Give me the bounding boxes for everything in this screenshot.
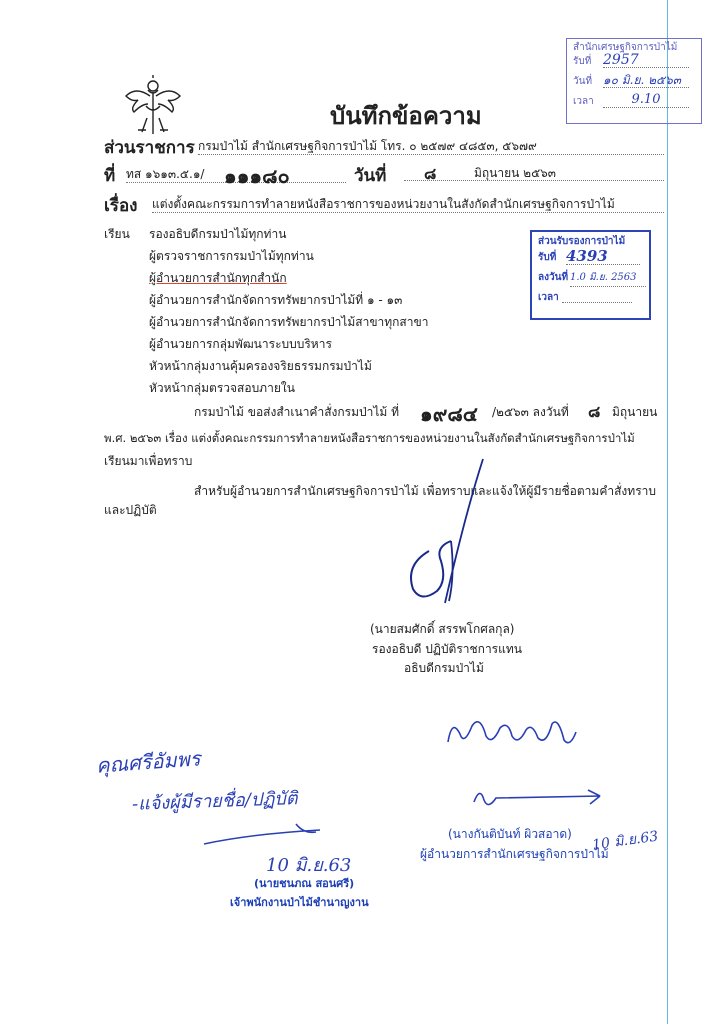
stamp-time-label: เวลา <box>573 96 594 107</box>
para1-text-a: กรมป่าไม้ ขอส่งสำเนาคำสั่งกรมป่าไม้ ที่ <box>194 405 400 419</box>
agency-label: ส่วนราชการ <box>104 138 195 158</box>
memo-title: บันทึกข้อความ <box>330 102 482 130</box>
para1-text-b: /๒๕๖๓ ลงวันที่ <box>492 405 569 419</box>
recipient-item: ผู้อำนวยการสำนักจัดการทรัพยากรป่าไม้สาขาทุกสาขา <box>149 315 429 329</box>
stamp-time-label: เวลา <box>538 292 559 303</box>
right-note-date: 10 มิ.ย.63 <box>591 828 660 854</box>
date-rest: มิถุนายน ๒๕๖๓ <box>474 166 556 180</box>
left-note-underline-icon <box>200 820 330 850</box>
recipient-item: ผู้อำนวยการสำนักทุกสำนัก <box>149 271 287 285</box>
ref-number: ๑๑๑๘๐ <box>224 164 290 188</box>
receipt-stamp-top <box>566 38 702 124</box>
subject-label: เรื่อง <box>104 196 138 216</box>
receipt-stamp-middle <box>530 230 651 320</box>
page-edge-line <box>667 0 668 1024</box>
stamp-date-label: วันที่ <box>573 76 593 87</box>
to-label: เรียน <box>104 227 130 241</box>
left-printed-title: เจ้าพนักงานป่าไม้ชำนาญงาน <box>230 896 369 909</box>
para1-text-c: มิถุนายน <box>612 405 658 419</box>
recipient-item: รองอธิบดีกรมป่าไม้ทุกท่าน <box>149 227 287 241</box>
garuda-emblem-icon <box>124 74 182 136</box>
stamp-recv-label: รับที่ <box>573 56 592 67</box>
recipient-item: หัวหน้ากลุ่มงานคุ้มครองจริยธรรมกรมป่าไม้ <box>149 359 372 373</box>
para2-line2: และปฏิบัติ <box>104 503 157 517</box>
left-printed-name: (นายชนภณ สอนศรี) <box>254 877 355 890</box>
stamp-time-value: 9.10 <box>603 93 689 108</box>
left-note-line2: -แจ้งผู้มีรายชื่อ/ปฏิบัติ <box>131 788 298 815</box>
recipient-list <box>149 226 428 402</box>
right-handwritten-signature-icon <box>442 712 582 752</box>
agency-value: กรมป่าไม้ สำนักเศรษฐกิจการป่าไม้ โทร. ๐ ๒๕๗๙ ๔๘๕๓, ๕๖๗๙ <box>198 138 664 155</box>
stamp-recv-value: 4393 <box>566 248 640 265</box>
stamp-date-value: ๑๐ มิ.ย. ๒๕๖๓ <box>603 73 689 88</box>
para1-line3: เรียนมาเพื่อทราบ <box>104 454 193 468</box>
stamp-org-label: ส่วนรับรองการป่าไม้ <box>538 236 626 247</box>
recipient-item: ผู้อำนวยการกลุ่มพัฒนาระบบบริหาร <box>149 337 332 351</box>
stamp-recv-value: 2957 <box>603 53 689 68</box>
stamp-date-value: 1.0 มิ.ย. 2563 <box>570 270 646 287</box>
signer-name: (นายสมศักดิ์ สรรพโกศลกุล) <box>370 622 515 636</box>
recipient-item: ผู้ตรวจราชการกรมป่าไม้ทุกท่าน <box>149 249 314 263</box>
director-signature-icon <box>395 455 505 605</box>
right-initials-signature-icon <box>470 784 610 814</box>
left-note-line1: คุณศรีอัมพร <box>95 746 202 778</box>
para2-line1: สำหรับผู้อำนวยการสำนักเศรษฐกิจการป่าไม้ เพื่อทราบและแจ้งให้ผู้มีรายชื่อตามคำสั่งทราบ <box>194 484 656 498</box>
para1-order-number: ๑๙๘๔ <box>420 402 478 426</box>
date-day: ๘ <box>424 164 437 183</box>
subject-value: แต่งตั้งคณะกรรมการทำลายหนังสือราชการของหน่วยงานในสังกัดสำนักเศรษฐกิจการป่าไม้ <box>152 196 664 213</box>
signer-title-2: อธิบดีกรมป่าไม้ <box>404 661 484 675</box>
right-printed-name: (นางกันติบันท์ ผิวสอาด) <box>448 827 572 841</box>
recipient-item: ผู้อำนวยการสำนักจัดการทรัพยากรป่าไม้ที่ ๑ - ๑๓ <box>149 293 403 307</box>
para1-day: ๘ <box>588 402 601 421</box>
ref-value: ทส ๑๖๑๓.๕.๑/ <box>126 166 346 183</box>
ref-label: ที่ <box>104 166 116 186</box>
right-printed-title: ผู้อำนวยการสำนักเศรษฐกิจการป่าไม้ <box>420 847 609 861</box>
recipient-item: หัวหน้ากลุ่มตรวจสอบภายใน <box>149 381 295 395</box>
date-label: วันที่ <box>354 166 387 186</box>
stamp-date-label: ลงวันที่ <box>538 272 569 283</box>
para1-line2: พ.ศ. ๒๕๖๓ เรื่อง แต่งตั้งคณะกรรมการทำลายหนังสือราชการของหน่วยงานในสังกัดสำนักเศรษฐกิจการป่าไม้ <box>104 431 635 445</box>
left-note-date: 10 มิ.ย.63 <box>266 855 352 876</box>
signer-title-1: รองอธิบดี ปฏิบัติราชการแทน <box>372 642 522 656</box>
stamp-recv-label: รับที่ <box>538 252 557 263</box>
stamp-org-label: สำนักเศรษฐกิจการป่าไม้ <box>573 42 678 53</box>
